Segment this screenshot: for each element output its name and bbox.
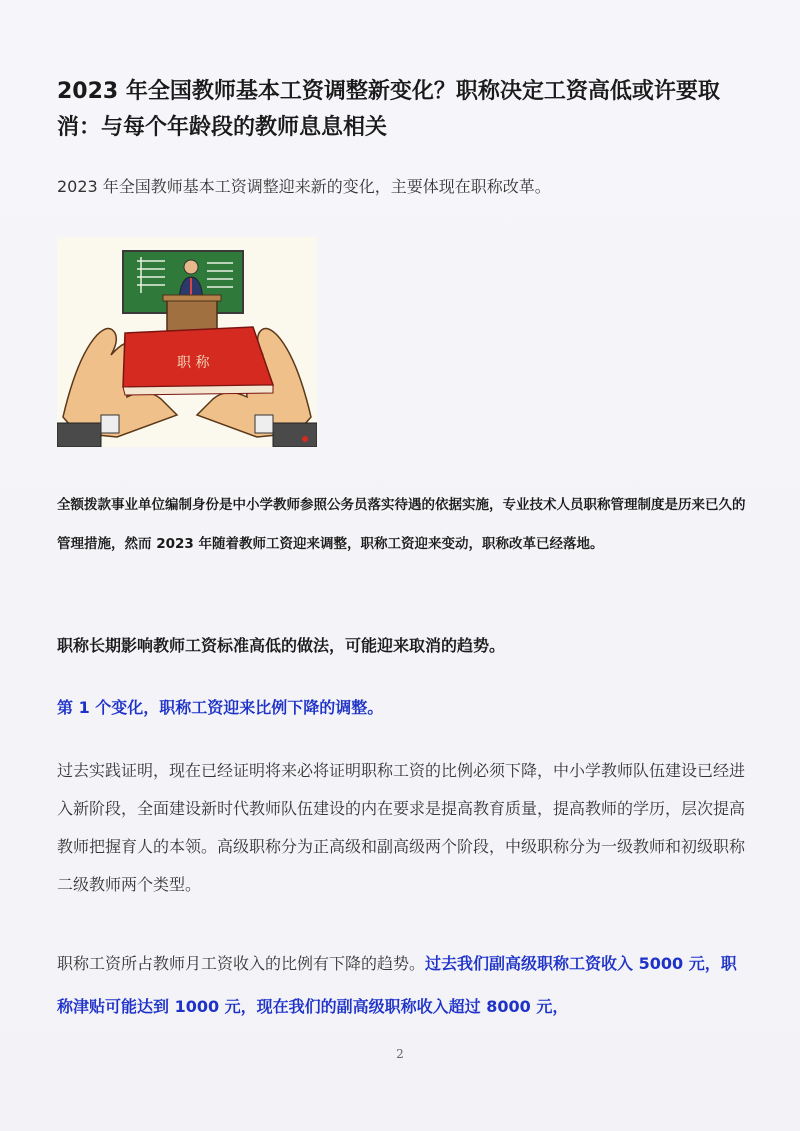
body-paragraph: 过去实践证明，现在已经证明将来必将证明职称工资的比例必须下降，中小学教师队伍建设已经进入新阶段，全面建设新时代教师队伍建设的内在要求是提高教育质量，提高教师的学历，层次提高教师把握育人的本领。高级职称分为正高级和副高级两个阶段，中级职称分为一级教师和初级职称二级教师两个类型。: [57, 761, 746, 894]
mixed-paragraph: [57, 942, 747, 1028]
mixed-paragraph-plain: 职称工资所占教师月工资收入的比例有下降的趋势。: [57, 954, 426, 973]
hands-holding-title-book-illustration: [57, 237, 317, 447]
bold-paragraph: 全额拨款事业单位编制身份是中小学教师参照公务员落实待遇的依据实施，专业技术人员职称管理制度是历来已久的管理措施，然而 2023 年随着教师工资迎来调整，职称工资迎来变动，职称改革已经落地。: [57, 497, 746, 552]
bold-statement: 职称长期影响教师工资标准高低的做法，可能迎来取消的趋势。: [57, 636, 506, 655]
title-illustration: [57, 237, 317, 447]
lead-paragraph: 2023 年全国教师基本工资调整迎来新的变化，主要体现在职称改革。: [57, 177, 551, 196]
mixed-paragraph-highlight: 过去我们副高级职称工资收入 5000 元，职称津贴可能达到 1000 元，现在我们的副高级职称收入超过 8000 元，: [57, 954, 737, 1016]
page-number: 2: [396, 1047, 404, 1061]
article-title: 2023 年全国教师基本工资调整新变化？职称决定工资高低或许要取消：与每个年龄段的教师息息相关: [57, 79, 720, 140]
book-text: 职 称: [177, 355, 210, 371]
section-heading: 第 1 个变化，职称工资迎来比例下降的调整。: [57, 698, 384, 717]
